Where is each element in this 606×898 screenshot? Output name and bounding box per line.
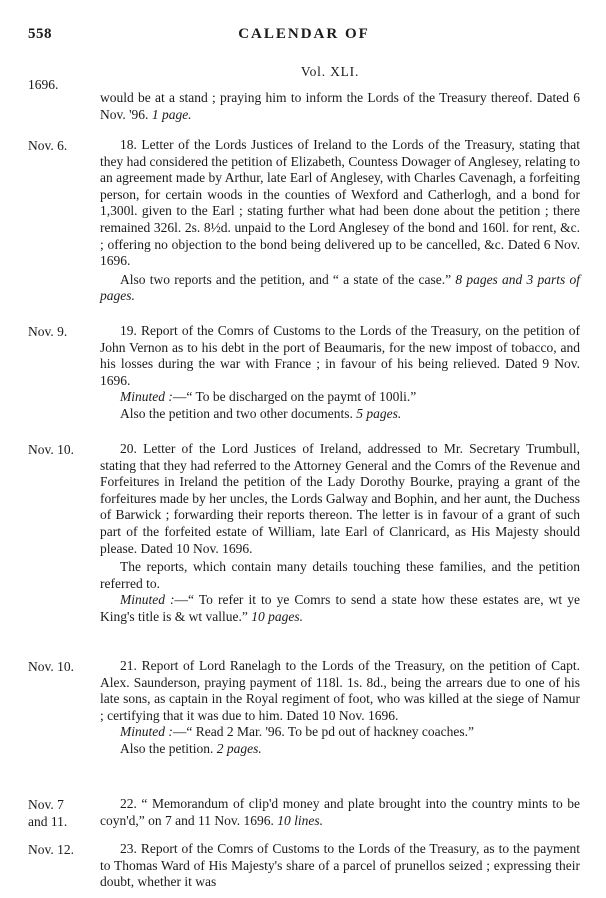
entry-minute: Minuted :—“ To refer it to ye Comrs to send a state how these estates are, wt ye King's title is & wt vallue.” 10 pages. bbox=[100, 592, 580, 624]
entry-text bbox=[100, 658, 580, 758]
entry-paragraph: Also two reports and the petition, and “ a state of the case.” 8 pages and 3 parts of pages. bbox=[100, 271, 580, 304]
entry-date: Nov. 12. bbox=[28, 842, 74, 857]
entry-date: Nov. 9. bbox=[28, 324, 68, 339]
running-head: CALENDAR OF bbox=[238, 26, 370, 42]
entry-text bbox=[100, 441, 580, 626]
entry-text bbox=[100, 137, 580, 305]
entry-paragraph: 21. Report of Lord Ranelagh to the Lords of the Treasury, on the petition of Capt. Alex. Saunderson, praying payment of 118l. 1s. 8d., being the arrears due to one of his late sons, as captain in the Royal regiment of foot, who was killed at the siege of Namur ; certifying that it was due to him. Dated 10 Nov. 1696. bbox=[100, 658, 580, 723]
volume-heading: Vol. XLI. bbox=[300, 64, 360, 79]
entry-paragraph: 23. Report of the Comrs of Customs to the Lords of the Treasury, as to the payment to Thomas Ward of His Majesty's share of a parcel of prunellos seized ; expressing their doubt, whether it was bbox=[100, 841, 580, 890]
entry-text bbox=[100, 796, 580, 829]
entry-paragraph: The reports, which contain many details touching these families, and the petition referred to. bbox=[100, 559, 580, 591]
entry-date: Nov. 7 and 11. bbox=[28, 797, 68, 829]
entry-date: Nov. 6. bbox=[28, 138, 68, 153]
entry-paragraph: 20. Letter of the Lord Justices of Ireland, addressed to Mr. Secretary Trumbull, stating that they had referred to the Attorney General and the Comrs of the Revenue and Forfeitures in Ireland the petition of the Lady Dorothy Bourke, praying a grant of the forfeitures made by her uncles, the Lords Galway and Bophin, and her aunt, the Duchess of Barwick ; forwarding their reports thereon. The letter is in favour of a grant of such part of the forfeited estate of William, late Earl of Clanricard, as His Majesty should please. Dated 10 Nov. 1696. bbox=[100, 441, 580, 556]
entry-paragraph: Also the petition. 2 pages. bbox=[120, 740, 262, 756]
entry-date: Nov. 10. bbox=[28, 659, 74, 674]
page-number: 558 bbox=[28, 26, 52, 42]
entry-paragraph: Also the petition and two other documents. 5 pages. bbox=[120, 405, 402, 421]
entry-paragraph: 19. Report of the Comrs of Customs to the Lords of the Treasury, on the petition of John Vernon as to his debt in the port of Beaumaris, for the new impost of tobacco, and his losses during the war with France ; in favour of his being relieved. Dated 9 Nov. 1696. bbox=[100, 323, 580, 388]
page-header bbox=[28, 26, 580, 48]
entry-paragraph: would be at a stand ; praying him to inform the Lords of the Treasury thereof. Dated 6 Nov. '96. 1 page. bbox=[100, 90, 580, 122]
entry-text bbox=[100, 90, 580, 123]
entry-text bbox=[100, 323, 580, 423]
entry-text bbox=[100, 841, 580, 891]
entry-date: Nov. 10. bbox=[28, 442, 74, 457]
entry-minute: Minuted :—“ Read 2 Mar. '96. To be pd out of hackney coaches.” bbox=[120, 724, 475, 740]
entry-date: 1696. bbox=[28, 77, 59, 92]
entry-minute: Minuted :—“ To be discharged on the paymt of 100li.” bbox=[120, 389, 417, 405]
entry-paragraph: 18. Letter of the Lords Justices of Ireland to the Lords of the Treasury, stating that they had considered the petition of Elizabeth, Countess Dowager of Anglesey, relating to an agreement made by Arthur, late Earl of Anglesey, with Charles Cavenagh, a forfeiting person, for certain woods in the counties of Wexford and Catherlogh, and a bond for 1,300l. given to the Earl ; stating further what had been done about the petition ; there remained 326l. 2s. 8½d. unpaid to the Lord Anglesey of the bond and 160l. for rent, &c. ; offering no objection to the bond being delivered up to be cancelled, &c. Dated 6 Nov. 1696. bbox=[100, 137, 580, 269]
entry-paragraph: 22. “ Memorandum of clip'd money and plate brought into the country mints to be coyn'd,” on 7 and 11 Nov. 1696. 10 lines. bbox=[100, 796, 580, 828]
